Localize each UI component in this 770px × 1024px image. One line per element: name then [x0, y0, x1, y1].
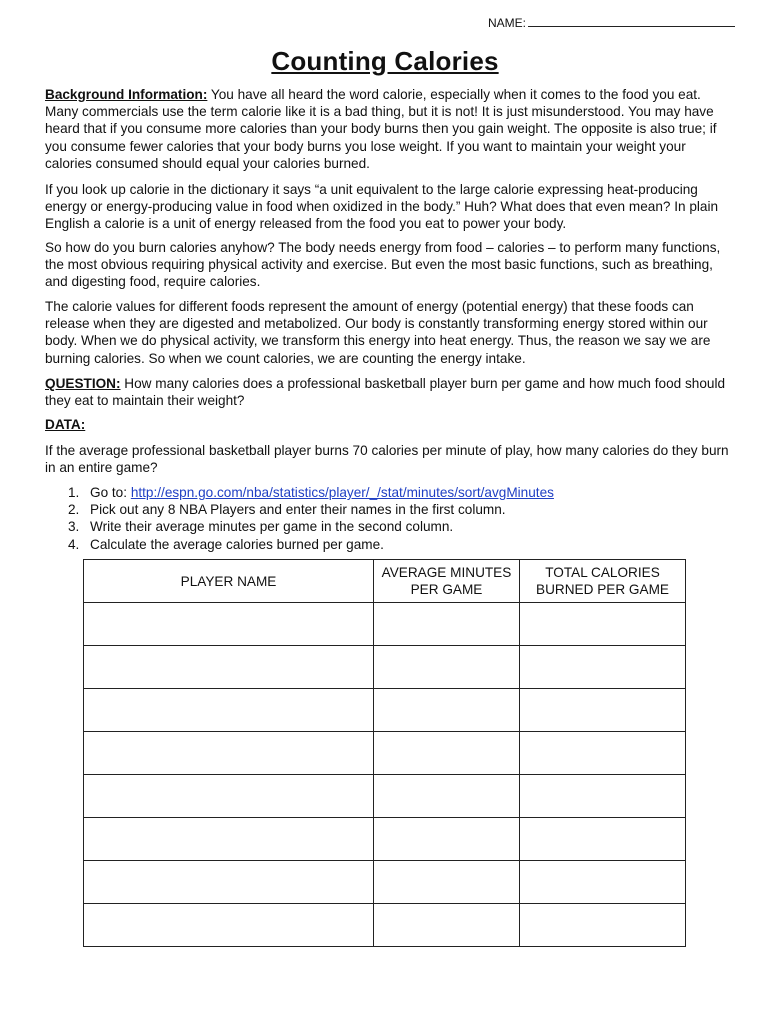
- list-item: [68, 518, 728, 535]
- table-row: [84, 732, 686, 775]
- total-calories-cell[interactable]: [520, 689, 686, 732]
- average-minutes-cell[interactable]: [374, 732, 520, 775]
- player-name-cell[interactable]: [84, 646, 374, 689]
- average-minutes-header: AVERAGE MINUTES PER GAME: [374, 560, 520, 603]
- name-label: NAME:: [488, 16, 527, 30]
- average-minutes-cell[interactable]: [374, 689, 520, 732]
- player-name-header: PLAYER NAME: [84, 560, 374, 603]
- background-label: Background Information:: [45, 87, 208, 102]
- background-text: You have all heard the word calorie, especially when it comes to the food you eat. Many commercials use the term calorie like it is a bad thing, but it is not! It is just misunderstood. You may have heard that if you consume more calories than your body burns then you gain weight. The opposite is also true; if you consume fewer calories that your body burns you lose weight. If you want to maintain your weight your calories consumed should equal your calories burned.: [45, 87, 717, 171]
- step-text: Go to:: [90, 485, 131, 500]
- average-minutes-cell[interactable]: [374, 646, 520, 689]
- player-name-cell[interactable]: [84, 861, 374, 904]
- name-field[interactable]: [488, 15, 735, 30]
- total-calories-cell[interactable]: [520, 861, 686, 904]
- data-label: DATA:: [45, 417, 86, 432]
- total-calories-cell[interactable]: [520, 775, 686, 818]
- total-calories-cell[interactable]: [520, 818, 686, 861]
- average-minutes-cell[interactable]: [374, 818, 520, 861]
- page-title: Counting Calories: [271, 46, 499, 76]
- total-calories-cell[interactable]: [520, 904, 686, 947]
- list-item: [68, 484, 728, 501]
- table-row: [84, 775, 686, 818]
- total-calories-cell[interactable]: [520, 732, 686, 775]
- average-minutes-cell[interactable]: [374, 904, 520, 947]
- player-name-cell[interactable]: [84, 775, 374, 818]
- dictionary-paragraph: If you look up calorie in the dictionary it says “a unit equivalent to the large calorie expressing heat-producing energy or energy-producing value in food when oxidized in the body.” Huh? What does that even mean? In plain English a calorie is a unit of energy released from the food you eat to power your body.: [45, 182, 719, 232]
- background-paragraph: [45, 86, 735, 172]
- values-paragraph: The calorie values for different foods represent the amount of energy (potential energy) that these foods can release when they are digested and metabolized. Our body is constantly transforming energy stored within our body. When we do physical activity, we transform this energy into heat energy. Thus, the reason we say we are burning calories. So when we count calories, we are counting the energy intake.: [45, 299, 711, 366]
- step-number: 4.: [68, 536, 80, 552]
- table-row: [84, 861, 686, 904]
- average-minutes-cell[interactable]: [374, 775, 520, 818]
- table-row: [84, 646, 686, 689]
- total-calories-header: TOTAL CALORIES BURNED PER GAME: [520, 560, 686, 603]
- player-name-cell[interactable]: [84, 732, 374, 775]
- player-name-cell[interactable]: [84, 689, 374, 732]
- espn-link[interactable]: http://espn.go.com/nba/statistics/player/_/stat/minutes/sort/avgMinutes: [130, 485, 554, 500]
- table-header-row: [84, 560, 686, 603]
- burn-paragraph: So how do you burn calories anyhow? The body needs energy from food – calories – to perform many functions, the most obvious requiring physical activity and exercise. But even the most basic functions, such as breathing, and digesting food, require calories.: [45, 240, 721, 290]
- total-calories-cell[interactable]: [520, 646, 686, 689]
- step-text: Calculate the average calories burned per game.: [90, 536, 384, 552]
- step-text: Write their average minutes per game in the second column.: [90, 519, 454, 535]
- player-name-cell[interactable]: [84, 818, 374, 861]
- player-name-cell[interactable]: [84, 603, 374, 646]
- list-item: [68, 536, 728, 553]
- question-text: How many calories does a professional basketball player burn per game and how much food should they eat to maintain their weight?: [45, 376, 726, 409]
- steps-list: [68, 484, 728, 553]
- average-minutes-cell[interactable]: [374, 861, 520, 904]
- average-minutes-cell[interactable]: [374, 603, 520, 646]
- player-name-cell[interactable]: [84, 904, 374, 947]
- question-label: QUESTION:: [45, 376, 121, 391]
- list-item: [68, 501, 728, 518]
- step-number: 1.: [68, 485, 80, 500]
- total-calories-cell[interactable]: [520, 603, 686, 646]
- step-text: Pick out any 8 NBA Players and enter their names in the first column.: [90, 502, 506, 518]
- table-row: [84, 603, 686, 646]
- data-problem: If the average professional basketball player burns 70 calories per minute of play, how many calories do they burn in an entire game?: [45, 443, 729, 476]
- table-row: [84, 689, 686, 732]
- data-heading: [45, 416, 735, 433]
- calorie-table: [83, 559, 686, 947]
- table-row: [84, 904, 686, 947]
- step-number: 3.: [68, 519, 80, 535]
- question-paragraph: [45, 375, 735, 409]
- name-blank[interactable]: [528, 15, 735, 27]
- step-number: 2.: [68, 502, 80, 518]
- table-row: [84, 818, 686, 861]
